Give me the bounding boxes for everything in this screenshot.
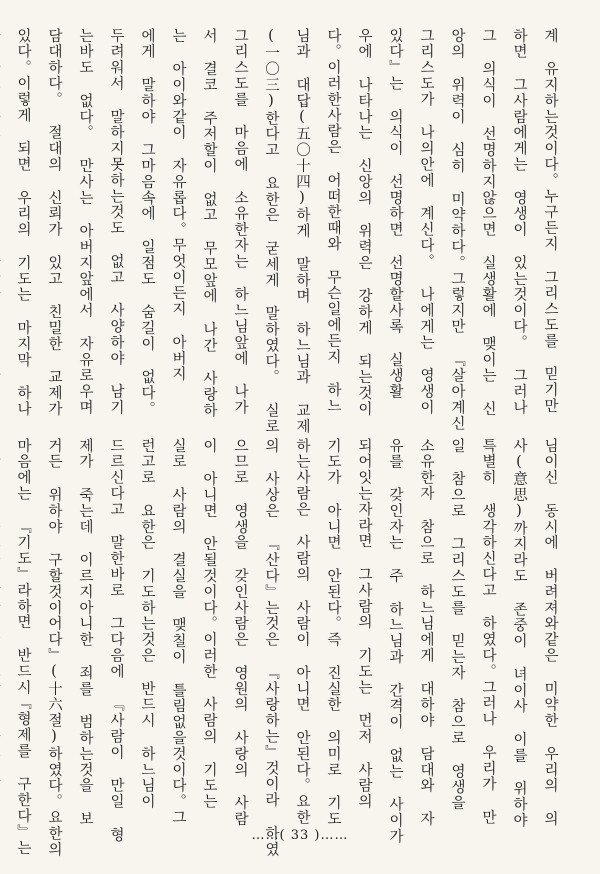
- text-column: 거든 위하야 구할것이어다』(十六절)하였다。요한의: [46, 438, 62, 858]
- text-column: 님과 대답(五〇十四)하게 말하며 하느님과 교제: [294, 28, 310, 435]
- text-column: 두려워서 말하지못하는것도 없고 사양하야 남기: [108, 28, 124, 416]
- text-column: 그리스도를 마음에 소유한자는 하느님앞에 나가: [232, 28, 248, 416]
- text-column: 하면 그사람에게는 영생이 있는것이다。 그러나: [511, 28, 527, 416]
- text-column: 마음에는 『기도』라하면 반드시『형제를 구한다』는: [15, 438, 31, 856]
- top-text-block: [15, 28, 560, 435]
- text-column: 있다』는 의식이 선명하면 선명할사록 실생활: [387, 28, 403, 400]
- text-column: 소유한자 참으로 하느님에게 대하야 담대와 자: [418, 438, 434, 828]
- text-column: [0, 28, 2, 408]
- text-column: 특별히 생각하신다고 하였다。그러나 우리가 만: [480, 438, 496, 826]
- text-column: 기도가 아니면 안된다。즉 진실한 의미로 기도: [325, 438, 341, 828]
- text-column: 앙의 위력이 심히 미약하다。그렇지만 『살아계신: [449, 28, 465, 432]
- text-column: 그 의식이 선명하지않으면 실생활에 맺이는 신: [480, 28, 496, 418]
- text-column: 의 사상은 『산다』는것은 『사랑하는』것이라 하였: [263, 438, 279, 858]
- text-column: 그리스도가 나의안에 계신다。 나에게는 영생이: [418, 28, 434, 416]
- text-column: 실로 사람의 결실을 맺칠이 틀림없을것이다。그: [170, 438, 186, 826]
- text-column: 계 유지하는것이다。누구든지 그리스도를 믿기만: [542, 28, 558, 415]
- text-column: 으므로 영생을 갖인사람은 영원의 사랑의 사람: [232, 438, 248, 828]
- text-column: 우에 나타나는 신앙의 위력은 강하게 되는것이: [356, 28, 372, 418]
- text-column: 일 참으로 그리스도를 믿는자 참으로 영생을: [449, 438, 465, 812]
- text-column: 는 아이와같이 자유롭다。무엇이든지 아버지: [170, 28, 186, 383]
- text-column: 있다。이렇게 되면 우리의 기도는 마지막 하나: [15, 28, 31, 418]
- text-column: 님이신 동시에 버려져와같은 미약한 우리의 의: [542, 438, 558, 828]
- text-column: 담대하다。 절대의 신뢰가 있고 친밀한 교제가: [46, 28, 62, 418]
- text-column: 하는사람은 사람의 사람이 아니면 안된다。요한: [294, 438, 310, 826]
- text-column: 유를 갖인자는 주 하느님과 간격이 없는 사이가: [387, 438, 403, 845]
- text-column: 드르신다고 말한바로 그다음에 『사람이 만일 형: [108, 438, 124, 843]
- text-column: [0, 438, 2, 830]
- text-column: 이 아니면 안될것이다。이러한 사람의 기도는: [201, 438, 217, 810]
- text-column: 런고로 요한은 기도하는것은 반드시 하느님이: [139, 438, 155, 810]
- text-column: 는바도 없다。 만사는 아버지앞에서 자유로우며: [77, 28, 93, 416]
- page-number: ……( 33 )……: [251, 828, 349, 843]
- text-column: (一〇三)한다고 요한은 굳세게 말하였다。 실로: [263, 28, 279, 435]
- text-column: 서 결코 주저할이 없고 무모앞에 나간 사랑하: [201, 28, 217, 419]
- text-column: 다。이러한사람은 어떠한때와 무슨일에든지 하느: [325, 28, 341, 415]
- text-column: 에게 말하야 그마음속에 일점도 숨길이 없다。: [139, 28, 155, 418]
- text-column: 사(意思)까지라도 존중이 녀이사 이를 위하야: [511, 438, 527, 829]
- text-column: 되어잇는자라면 그사람의 기도는 먼저 사람의: [356, 438, 372, 810]
- text-column: 제가 죽는데 이르지아니한 죄를 범하는것을 보: [77, 438, 93, 828]
